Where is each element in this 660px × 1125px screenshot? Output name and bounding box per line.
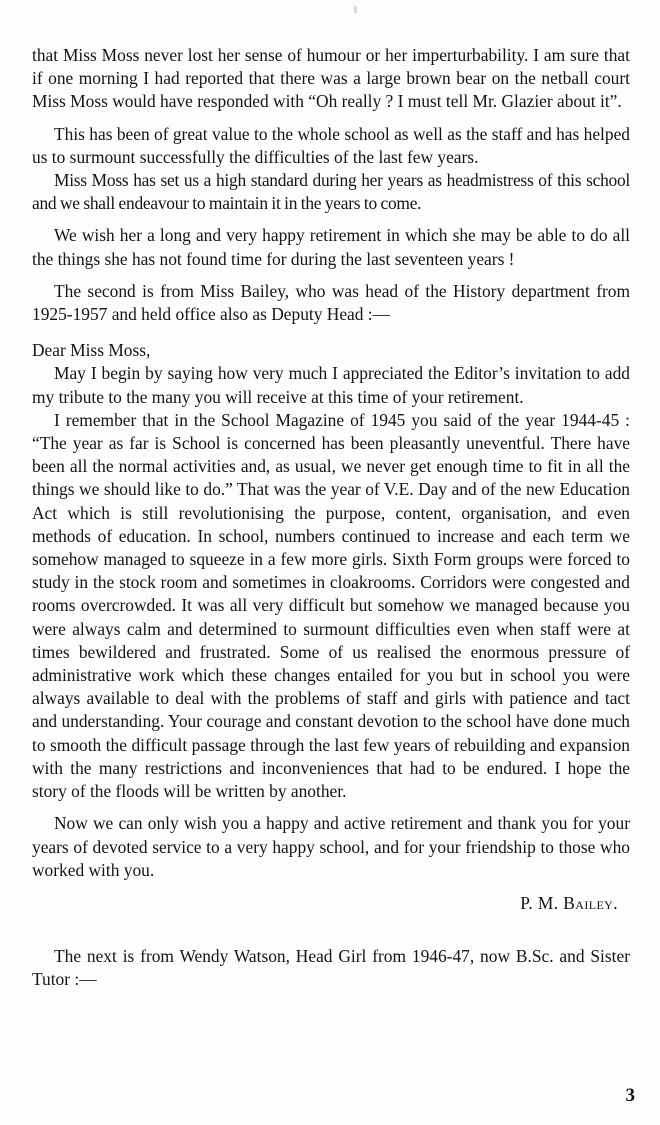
text-column (32, 44, 630, 992)
signature-initials: P. M. B (520, 892, 576, 913)
paragraph-next-contributor: The next is from Wendy Watson, Head Girl from 1946-47, now B.Sc. and Sister Tutor :— (32, 946, 630, 990)
paragraph-great-value: This has been of great value to the whole school as well as the staff and has helped us to surmount successfully the difficulties of the last few years. (32, 123, 630, 167)
paragraph-impertubability: that Miss Moss never lost her sense of humour or her imperturbability. I am sure that if one morning I had reported that there was a large brown bear on the netball court Miss Moss would have responded with “Oh really ? I must tell Mr. Glazier about it”. (32, 45, 630, 112)
page-number: 3 (625, 1085, 635, 1106)
scan-artifact-speck (354, 6, 357, 13)
letter-salutation: Dear Miss Moss, (32, 340, 151, 361)
paragraph-closing-wish: Now we can only wish you a happy and active retirement and thank you for your years of devoted service to a very happy school, and for your friendship to those who worked with you. (32, 813, 630, 880)
paragraph-second-letter-intro: The second is from Miss Bailey, who was head of the History department from 1925-1957 and held office also as Deputy Head :— (32, 280, 630, 325)
paragraph-1945-magazine: I remember that in the School Magazine of 1945 you said of the year 1944-45 : “The year as far is School is concerned has been pleasantly uneventful. There have been all the normal activities and, as usual, we never get enough time to fit in all the things we should like to do.” That was the year of V.E. Day and of the new Education Act which is still revolutionising the purpose, content, organisation, and even methods of education. In school, numbers continued to increase and each term we somehow managed to squeeze in a few more girls. Sixth Form groups were forced to study in the stock room and sometimes in cloakrooms. Corridors were congested and rooms overcrowded. It was all very difficult but somehow we managed because you were always calm and determined to surmount difficulties even when staff were at times bewildered and frustrated. Some of us realised the enormous pressure of administrative work which these changes entailed for you but in school you were always available to deal with the problems of staff and girls with patience and tact and understanding. Your courage and constant devotion to the school have done much to smooth the difficult passage through the last few years of rebuilding and expansion with the many restrictions and inconveniences that had to be endured. I hope the story of the floods will be written by another. (32, 409, 630, 802)
paragraph-editor-invitation: May I begin by saying how very much I appreciated the Editor’s invitation to add my tribute to the many you will receive at this time of your retirement. (32, 363, 630, 407)
paragraph-high-standard: Miss Moss has set us a high standard during her years as headmistress of this school and we shall endeavour to maintain it in the years to come. (32, 170, 630, 214)
paragraph-retirement-wish: We wish her a long and very happy retirement in which she may be able to do all the things she has not found time for during the last seventeen years ! (32, 225, 630, 269)
letter-signature (32, 892, 630, 915)
signature-surname: ailey. (575, 892, 618, 913)
